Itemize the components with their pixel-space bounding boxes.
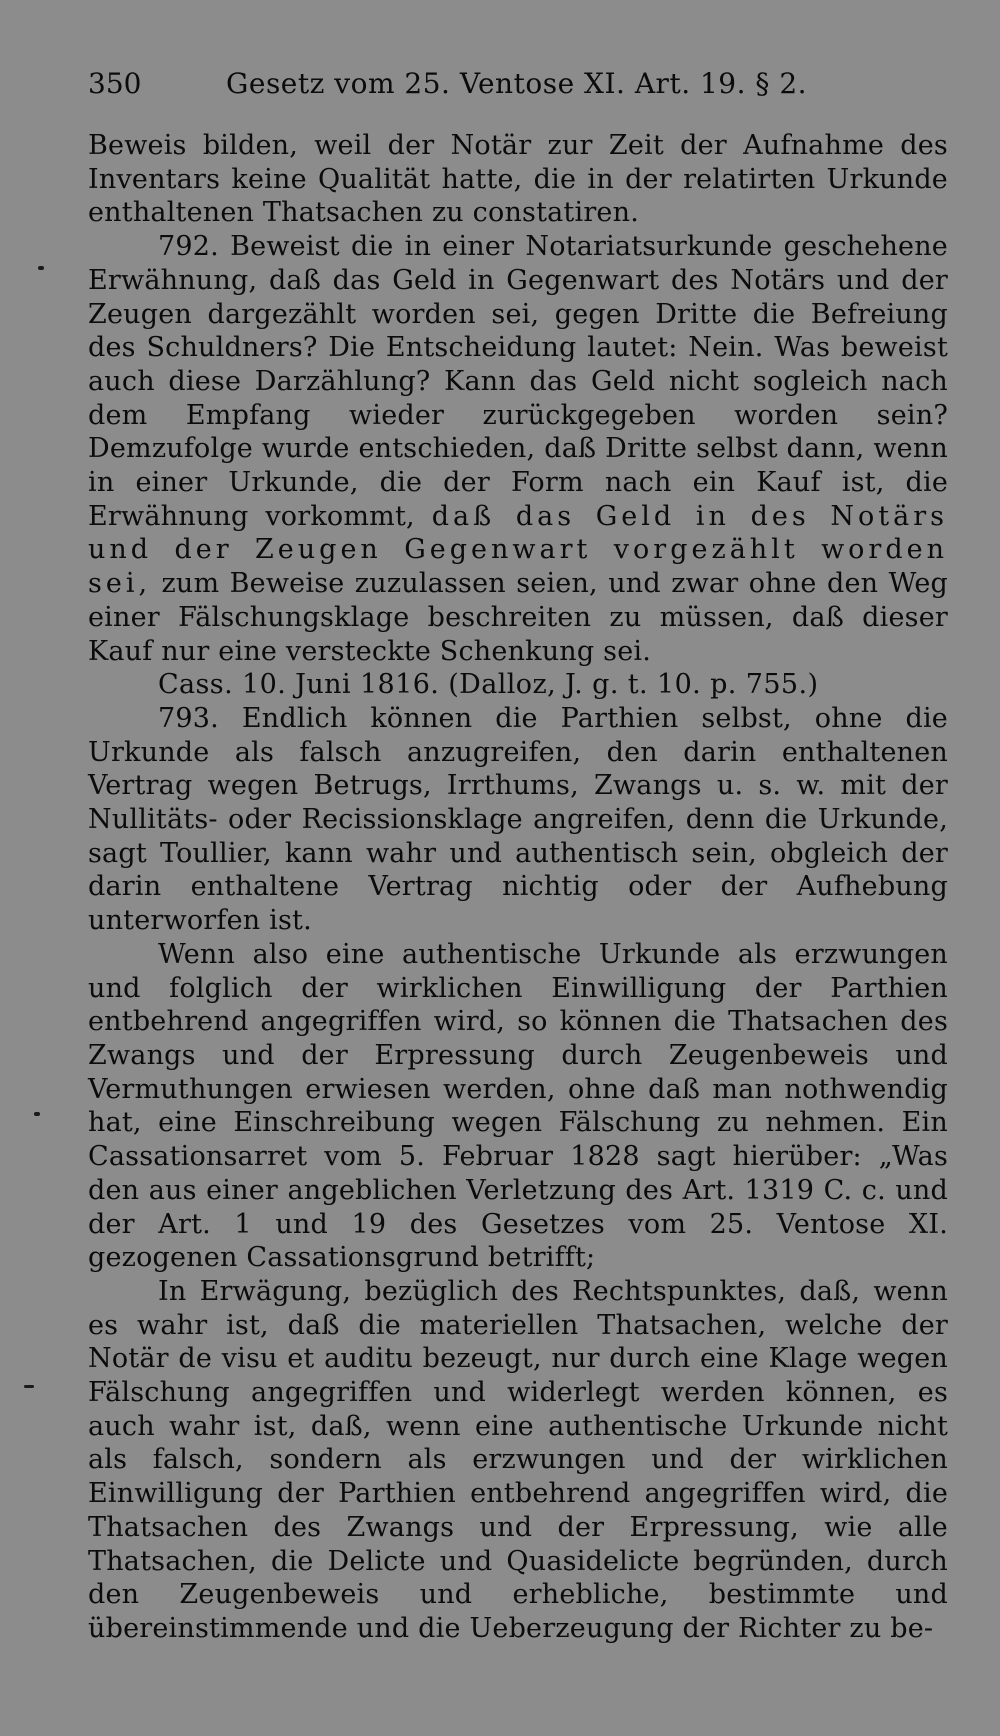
paragraph-consideration: In Erwägung, bezüglich des Rechtspunktes, daß, wenn es wahr ist, daß die materiellen Thatsachen, welche der Notär de visu et auditu bezeugt, nur durch eine Klage wegen Fälschung angegriffen und widerlegt werden können, es auch wahr ist, daß, wenn eine authentische Urkunde nicht als falsch, sondern als erzwungen und der wirklichen Einwilligung der Parthien entbehrend angegriffen wird, die Thatsachen des Zwangs und der Erpressung, wie alle Thatsachen, die Delicte und Quasidelicte begründen, durch den Zeugenbeweis und erhebliche, bestimmte und übereinstimmende und die Ueberzeugung der Richter zu be- xyxy=(88,1275,948,1644)
margin-mark xyxy=(34,1112,40,1116)
citation: Cass. 10. Juni 1816. (Dalloz, J. g. t. 10. p. 755.) xyxy=(158,669,819,701)
paragraph-792-text: 792. Beweist die in einer Notariatsurkunde geschehene Erwähnung, daß das Geld in Gegenwart des Notärs und der Zeugen dargezählt worden sei, gegen Dritte die Befreiung des Schuldners? Die Entscheidung lautet: Nein. Was beweist auch diese Darzählung? Kann das Geld nicht sogleich nach dem Empfang wieder zurückgegeben worden sein? Demzufolge wurde entschieden, daß Dritte selbst dann, wenn in einer Urkunde, die der Form nach ein Kauf ist, die Erwähnung vorkommt, xyxy=(88,231,948,532)
margin-mark xyxy=(38,266,44,270)
paragraph-792-text-end: zum Beweise zuzulassen seien, und zwar ohne den Weg einer Fälschungsklage beschreiten zu müssen, daß dieser Kauf nur eine versteckte Schenkung sei. xyxy=(88,568,948,667)
paragraph-792 xyxy=(88,230,948,702)
margin-mark xyxy=(24,1385,34,1388)
page-number: 350 xyxy=(88,67,142,100)
paragraph-authentic-deed: Wenn also eine authentische Urkunde als erzwungen und folglich der wirklichen Einwilligung der Parthien entbehrend angegriffen wird, so können die Thatsachen des Zwangs und der Erpressung durch Zeugenbeweis und Vermuthungen erwiesen werden, ohne daß man nothwendig hat, eine Einschreibung wegen Fälschung zu nehmen. Ein Cassationsarret vom 5. Februar 1828 sagt hierüber: „Was den aus einer angeblichen Verletzung des Art. 1319 C. c. und der Art. 1 und 19 des Gesetzes vom 25. Ventose XI. gezogenen Cassationsgrund betrifft; xyxy=(88,938,948,1274)
page-header xyxy=(88,64,918,104)
running-title: Gesetz vom 25. Ventose XI. Art. 19. § 2. xyxy=(226,67,808,100)
emphasized-phrase: daß das Geld in des Notärs und der Zeugen Gegenwart vorgezählt worden sei, xyxy=(88,500,948,600)
paragraph-793: 793. Endlich können die Parthien selbst, ohne die Urkunde als falsch anzugreifen, den darin enthaltenen Vertrag wegen Betrugs, Irrthums, Zwangs u. s. w. mit der Nullitäts- oder Recissionsklage angreifen, denn die Urkunde, sagt Toullier, kann wahr und authentisch sein, obgleich der darin enthaltene Vertrag nichtig oder der Aufhebung unterworfen ist. xyxy=(88,702,948,937)
body-text xyxy=(88,129,948,1646)
paragraph-continuation: Beweis bilden, weil der Notär zur Zeit der Aufnahme des Inventars keine Qualität hatte, die in der relatirten Urkunde enthaltenen Thatsachen zu constatiren. xyxy=(88,130,948,229)
